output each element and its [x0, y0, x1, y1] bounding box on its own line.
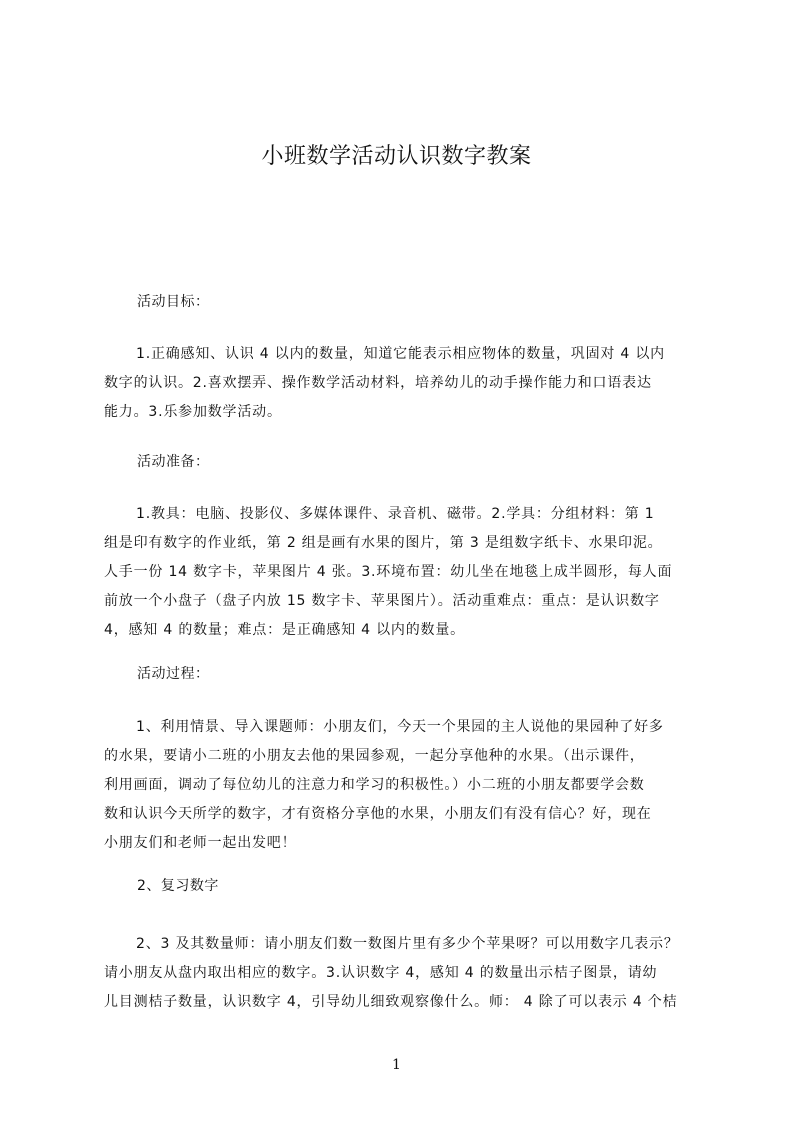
- paragraph-line: 2、3 及其数量师：请小朋友们数一数图片里有多少个苹果呀？可以用数字几表示？: [136, 936, 679, 952]
- paragraph-line: 请小朋友从盘内取出相应的数字。3.认识数字 4，感知 4 的数量出示桔子图景，请幼: [104, 965, 658, 981]
- section-heading-process: 活动过程：: [137, 666, 210, 682]
- paragraph-line: 人手一份 14 数字卡，苹果图片 4 张。3.环境布置：幼儿坐在地毯上成半圆形，每人面: [104, 564, 673, 580]
- section-paragraph-goals: [104, 340, 700, 427]
- section-heading-goals: 活动目标：: [137, 294, 210, 310]
- paragraph-line: 组是印有数字的作业纸，第 2 组是画有水果的图片，第 3 是组数字纸卡、水果印泥。: [104, 535, 663, 551]
- paragraph-line: 前放一个小盘子（盘子内放 15 数字卡、苹果图片）。活动重难点：重点：是认识数字: [104, 593, 660, 609]
- section-heading-preparation: 活动准备：: [137, 454, 210, 470]
- paragraph-line: 4，感知 4 的数量；难点：是正确感知 4 以内的数量。: [104, 622, 465, 638]
- paragraph-line: 儿目测桔子数量，认识数字 4，引导幼儿细致观察像什么。师： 4 除了可以表示 4 个桔: [104, 994, 678, 1010]
- paragraph-line: 1.正确感知、认识 4 以内的数量，知道它能表示相应物体的数量，巩固对 4 以内: [136, 346, 665, 362]
- section-paragraph-preparation: [104, 500, 700, 645]
- section-paragraph-process: [104, 713, 700, 858]
- paragraph-line: 数和认识今天所学的数字，才有资格分享他的水果，小朋友们有没有信心？好，现在: [104, 806, 652, 822]
- paragraph-line: 利用画面，调动了每位幼儿的注意力和学习的积极性。）小二班的小朋友都要学会数: [104, 777, 645, 793]
- page-number: 1: [392, 1057, 401, 1073]
- paragraph-line: 1.教具：电脑、投影仪、多媒体课件、录音机、磁带。2.学具：分组材料：第 1: [136, 506, 655, 522]
- paragraph-line: 的水果，要请小二班的小朋友去他的果园参观，一起分享他种的水果。（出示课件，: [104, 748, 645, 764]
- document-title: 小班数学活动认识数字教案: [261, 144, 532, 169]
- paragraph-line: 能力。3.乐参加数学活动。: [104, 404, 282, 420]
- section-paragraph-review: [104, 930, 700, 1017]
- paragraph-line: 1、利用情景、导入课题师：小朋友们，今天一个果园的主人说他的果园种了好多: [136, 719, 664, 735]
- paragraph-line: 数字的认识。2.喜欢摆弄、操作数学活动材料，培养幼儿的动手操作能力和口语表达: [104, 375, 652, 391]
- paragraph-line: 小朋友们和老师一起出发吧！: [104, 835, 297, 851]
- section-heading-review: 2、复习数字: [137, 878, 219, 894]
